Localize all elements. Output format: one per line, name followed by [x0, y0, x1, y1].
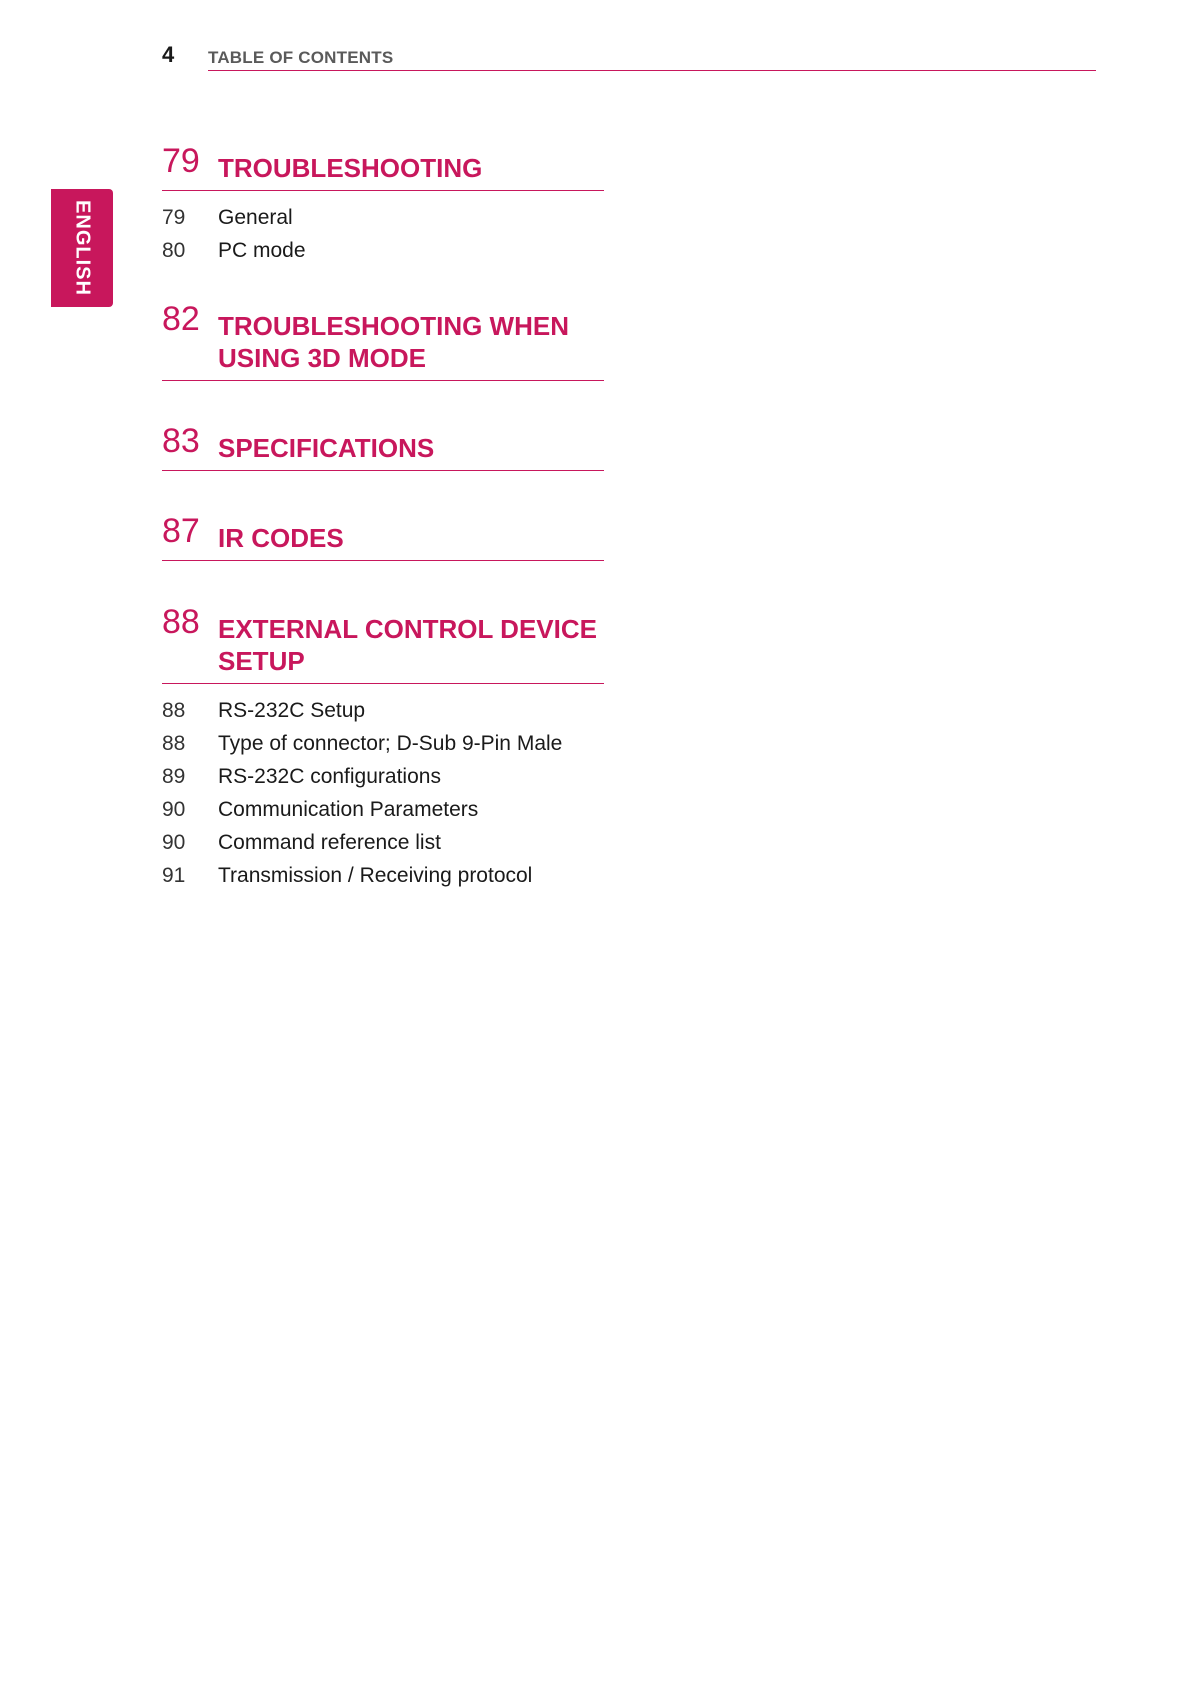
section-title: IR CODES	[218, 523, 344, 553]
section-title	[218, 603, 604, 683]
section-title-line-1: TROUBLESHOOTING WHEN	[218, 311, 569, 341]
entry-label: PC mode	[218, 239, 306, 262]
toc-section-specifications[interactable]	[162, 422, 604, 471]
entry-page-number: 79	[162, 206, 186, 229]
entry-label: RS-232C configurations	[218, 765, 441, 788]
header-title: TABLE OF CONTENTS	[208, 48, 394, 67]
section-entries	[162, 694, 604, 892]
toc-entry[interactable]	[162, 694, 604, 727]
entry-label: Transmission / Receiving protocol	[218, 864, 533, 887]
toc-entry[interactable]	[162, 793, 604, 826]
language-tab	[51, 189, 113, 307]
toc-entry[interactable]	[162, 859, 604, 892]
section-title	[218, 300, 604, 380]
section-heading	[162, 422, 604, 471]
section-page-number: 83	[162, 422, 200, 460]
toc-section-troubleshooting[interactable]	[162, 142, 604, 267]
toc-entry[interactable]	[162, 760, 604, 793]
entry-page-number: 90	[162, 798, 186, 821]
section-page-number: 87	[162, 512, 200, 550]
toc-section-ir-codes[interactable]	[162, 512, 604, 561]
section-entries	[162, 201, 604, 267]
entry-label: General	[218, 206, 293, 229]
entry-page-number: 80	[162, 239, 186, 262]
section-page-number: 82	[162, 300, 200, 338]
entry-page-number: 90	[162, 831, 186, 854]
header-rule	[208, 70, 1096, 71]
entry-label: Type of connector; D-Sub 9-Pin Male	[218, 732, 563, 755]
section-title-line-1: EXTERNAL CONTROL DEVICE	[218, 614, 597, 644]
section-heading	[162, 142, 604, 191]
page-header	[162, 42, 1096, 72]
toc-entry[interactable]	[162, 201, 604, 234]
entry-page-number: 88	[162, 732, 186, 755]
section-heading	[162, 603, 604, 684]
entry-page-number: 88	[162, 699, 186, 722]
toc-entry[interactable]	[162, 727, 604, 760]
entry-label: Communication Parameters	[218, 798, 479, 821]
toc-entry[interactable]	[162, 234, 604, 267]
section-title: SPECIFICATIONS	[218, 433, 435, 463]
page-number: 4	[162, 42, 175, 67]
toc-section-troubleshooting-3d[interactable]	[162, 300, 604, 381]
entry-page-number: 89	[162, 765, 186, 788]
language-tab-label: ENGLISH	[71, 200, 94, 296]
section-title: TROUBLESHOOTING	[218, 153, 483, 183]
toc-entry[interactable]	[162, 826, 604, 859]
toc-section-external-control[interactable]	[162, 603, 604, 892]
section-heading	[162, 512, 604, 561]
section-heading	[162, 300, 604, 381]
entry-label: Command reference list	[218, 831, 441, 854]
entry-page-number: 91	[162, 864, 186, 887]
section-page-number: 79	[162, 142, 200, 180]
entry-label: RS-232C Setup	[218, 699, 366, 722]
section-title-line-2: SETUP	[218, 646, 305, 676]
section-title-line-2: USING 3D MODE	[218, 343, 427, 373]
section-page-number: 88	[162, 603, 200, 641]
